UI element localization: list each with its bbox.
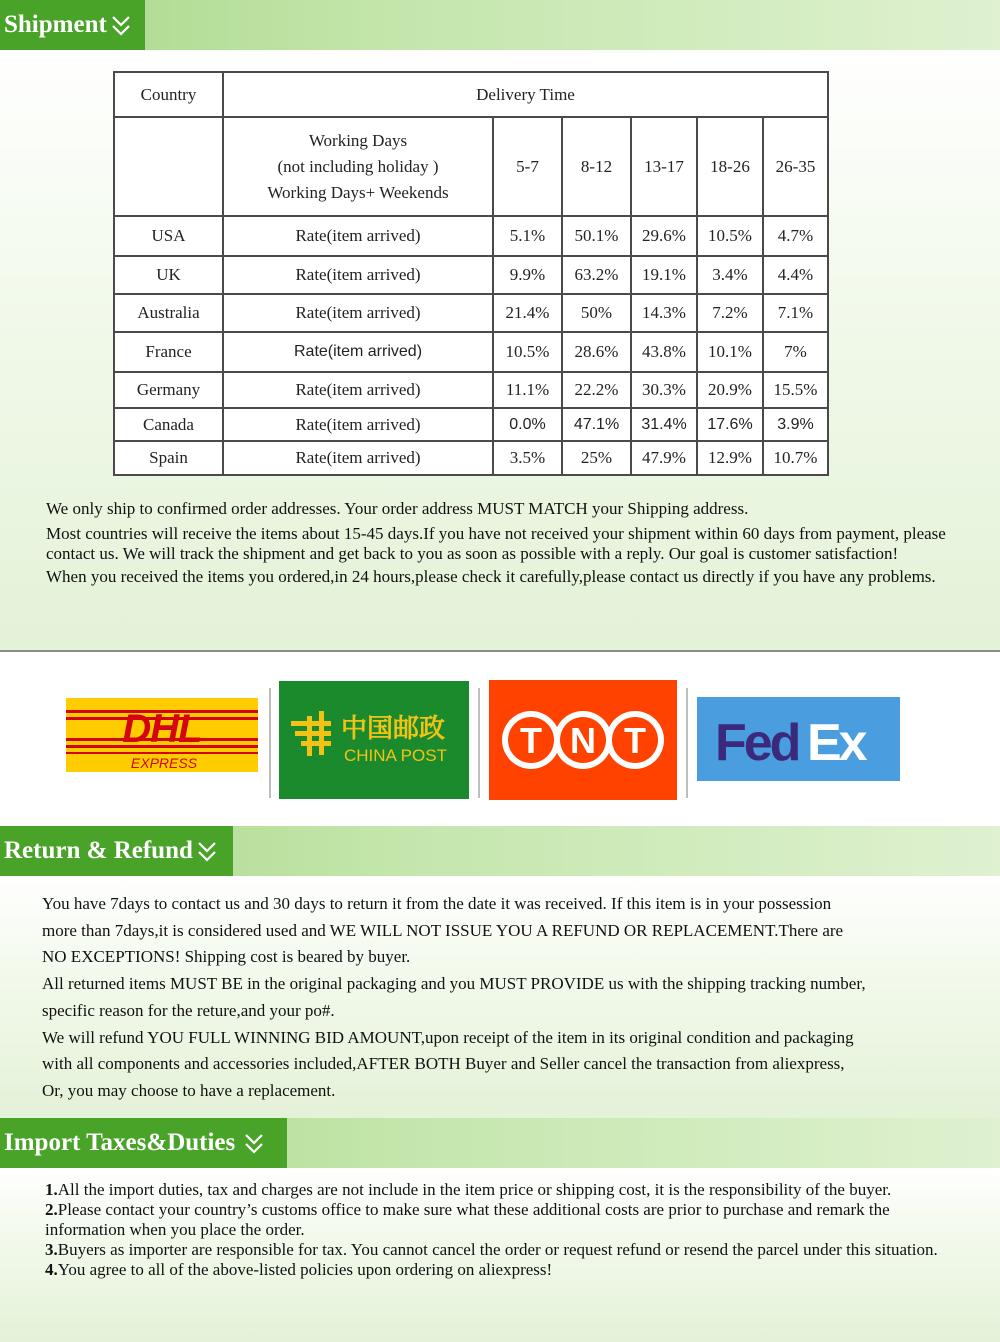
rate-cell: 17.6%	[697, 408, 763, 441]
rate-cell: 19.1%	[631, 256, 697, 294]
table-row	[114, 256, 828, 294]
tax-item-text: Buyers as importer are responsible for tax. You cannot cancel the order or request refund or resend the parcel under this situation.	[57, 1240, 938, 1259]
china-post-en-text: CHINA POST	[344, 746, 447, 765]
range-cell: 5-7	[493, 117, 562, 216]
refund-text	[42, 891, 972, 1105]
rate-label-cell: Rate(item arrived)	[223, 441, 493, 475]
tax-item-number: 3.	[45, 1240, 58, 1259]
table-row	[114, 216, 828, 256]
rate-label-cell: Rate(item arrived)	[223, 256, 493, 294]
country-cell: Australia	[114, 294, 223, 332]
tnt-logo-art	[489, 680, 677, 800]
rate-cell: 50%	[562, 294, 631, 332]
taxes-header	[0, 1118, 287, 1168]
working-days-line: Working Days	[308, 130, 408, 150]
delivery-time-header: Delivery Time	[223, 72, 828, 117]
rate-cell: 9.9%	[493, 256, 562, 294]
rate-cell: 47.1%	[562, 408, 631, 441]
rate-cell: 3.4%	[697, 256, 763, 294]
table-row	[114, 441, 828, 475]
rate-cell: 14.3%	[631, 294, 697, 332]
dhl-logo-art	[66, 698, 258, 772]
range-cell: 8-12	[562, 117, 631, 216]
rate-label-cell: Rate(item arrived)	[223, 372, 493, 408]
rate-cell: 3.9%	[763, 408, 828, 441]
country-cell: USA	[114, 216, 223, 256]
tax-item	[45, 1260, 965, 1280]
rate-label-cell: Rate(item arrived)	[223, 408, 493, 441]
taxes-header-title: Import Taxes&Duties	[4, 1129, 236, 1156]
rate-cell: 3.5%	[493, 441, 562, 475]
rate-cell: 30.3%	[631, 372, 697, 408]
country-header: Country	[114, 72, 223, 117]
table-row	[114, 332, 828, 372]
tax-item-text: You agree to all of the above-listed policies upon ordering on aliexpress!	[57, 1260, 553, 1279]
rate-cell: 47.9%	[631, 441, 697, 475]
shipment-header-band	[0, 0, 1000, 50]
shipment-note: We only ship to confirmed order addresses. Your order address MUST MATCH your Shipping address.	[46, 499, 749, 518]
refund-line: All returned items MUST BE in the original packaging and you MUST PROVIDE us with the shipping tracking number,	[42, 974, 866, 994]
tax-item-number: 2.	[45, 1200, 58, 1219]
rate-cell: 31.4%	[631, 408, 697, 441]
refund-line: You have 7days to contact us and 30 days to return it from the date it was received. If this item is in your possession	[42, 894, 832, 913]
rate-label-cell: Rate(item arrived)	[223, 332, 493, 372]
rate-cell: 10.7%	[763, 441, 828, 475]
table-row	[114, 294, 828, 332]
refund-header-title: Return & Refund	[4, 837, 193, 864]
rate-cell: 7.1%	[763, 294, 828, 332]
dhl-logo	[66, 698, 258, 772]
china-post-cn-text: 中国邮政	[341, 714, 446, 744]
rate-cell: 0.0%	[493, 408, 562, 441]
fedex-fed-text: Fed	[715, 714, 799, 772]
double-chevron-down-icon	[196, 838, 218, 864]
country-cell: Germany	[114, 372, 223, 408]
rate-cell: 7%	[763, 332, 828, 372]
china-post-logo-art	[279, 681, 469, 799]
range-cell: 18-26	[697, 117, 763, 216]
rate-cell: 5.1%	[493, 216, 562, 256]
rate-cell: 50.1%	[562, 216, 631, 256]
rate-cell: 21.4%	[493, 294, 562, 332]
rate-cell: 4.7%	[763, 216, 828, 256]
rate-cell: 29.6%	[631, 216, 697, 256]
rate-cell: 11.1%	[493, 372, 562, 408]
country-cell: France	[114, 332, 223, 372]
fedex-ex-text: Ex	[807, 714, 865, 772]
shipment-header-title: Shipment	[4, 11, 107, 38]
rate-cell: 10.5%	[493, 332, 562, 372]
refund-line: more than 7days,it is considered used and WE WILL NOT ISSUE YOU A REFUND OR REPLACEMENT.There are	[42, 920, 844, 940]
rate-cell: 43.8%	[631, 332, 697, 372]
tax-item-number: 4.	[45, 1260, 58, 1279]
shipment-notes	[46, 499, 946, 587]
country-cell: Canada	[114, 408, 223, 441]
rate-cell: 22.2%	[562, 372, 631, 408]
rate-cell: 25%	[562, 441, 631, 475]
section-divider	[0, 650, 1000, 652]
fedex-logo-art	[697, 697, 900, 781]
table-row	[114, 408, 828, 441]
working-days-line: Working Days+ Weekends	[267, 182, 449, 202]
rate-cell: 63.2%	[562, 256, 631, 294]
refund-line: Or, you may choose to have a replacement.	[42, 1080, 336, 1100]
tax-item	[45, 1240, 965, 1260]
rate-cell: 4.4%	[763, 256, 828, 294]
country-cell: Spain	[114, 441, 223, 475]
table-row	[114, 372, 828, 408]
tax-item	[45, 1180, 965, 1200]
logo-separator	[686, 688, 688, 798]
table-header-row	[114, 72, 828, 117]
rate-cell: 12.9%	[697, 441, 763, 475]
tax-item	[45, 1200, 965, 1240]
double-chevron-down-icon	[243, 1130, 265, 1156]
dhl-wordmark: DHL	[122, 707, 202, 751]
tax-item-number: 1.	[45, 1180, 58, 1199]
shipment-header	[0, 0, 145, 50]
logo-separator	[269, 688, 271, 798]
dhl-express-text: EXPRESS	[130, 755, 198, 771]
ranges-row	[114, 117, 828, 216]
range-cell: 26-35	[763, 117, 828, 216]
rate-cell: 10.1%	[697, 332, 763, 372]
tax-item-text: Please contact your country’s customs office to make sure what these additional costs are prior to purchase and remark the information when you place the order.	[45, 1200, 890, 1239]
rate-label-cell: Rate(item arrived)	[223, 294, 493, 332]
rate-cell: 28.6%	[562, 332, 631, 372]
taxes-text	[45, 1180, 965, 1280]
refund-line: We will refund YOU FULL WINNING BID AMOUNT,upon receipt of the item in its original condition and packaging	[42, 1027, 854, 1047]
range-cell: 13-17	[631, 117, 697, 216]
fedex-logo	[697, 697, 900, 781]
china-post-logo	[279, 681, 469, 799]
country-cell: UK	[114, 256, 223, 294]
refund-header	[0, 826, 233, 876]
logo-separator	[478, 688, 480, 798]
refund-line: with all components and accessories included,AFTER BOTH Buyer and Seller cancel the transaction from aliexpress,	[42, 1054, 845, 1074]
refund-line: NO EXCEPTIONS! Shipping cost is beared by buyer.	[42, 947, 411, 967]
tnt-logo	[489, 680, 677, 800]
refund-line: specific reason for the reture,and your po#.	[42, 1000, 335, 1020]
shipment-note: When you received the items you ordered,in 24 hours,please check it carefully,please contact us directly if you have any problems.	[46, 567, 936, 586]
rate-cell: 15.5%	[763, 372, 828, 408]
rate-cell: 20.9%	[697, 372, 763, 408]
double-chevron-down-icon	[110, 12, 132, 38]
empty-cell	[114, 117, 223, 216]
working-days-cell	[223, 117, 493, 216]
rate-cell: 10.5%	[697, 216, 763, 256]
rate-cell: 7.2%	[697, 294, 763, 332]
shipment-note: Most countries will receive the items about 15-45 days.If you have not received your shipment within 60 days from payment, please contact us. We will track the shipment and get back to you as soon as possible with a reply. Our goal is customer satisfaction!	[46, 524, 946, 563]
tax-item-text: All the import duties, tax and charges are not include in the item price or shipping cost, it is the responsibility of the buyer.	[57, 1180, 892, 1199]
delivery-time-table	[113, 71, 829, 476]
tnt-letter: T	[624, 720, 646, 761]
rate-label-cell: Rate(item arrived)	[223, 216, 493, 256]
working-days-line: (not including holiday )	[277, 156, 439, 176]
tnt-letter: N	[570, 720, 596, 761]
tnt-letter: T	[520, 720, 542, 761]
